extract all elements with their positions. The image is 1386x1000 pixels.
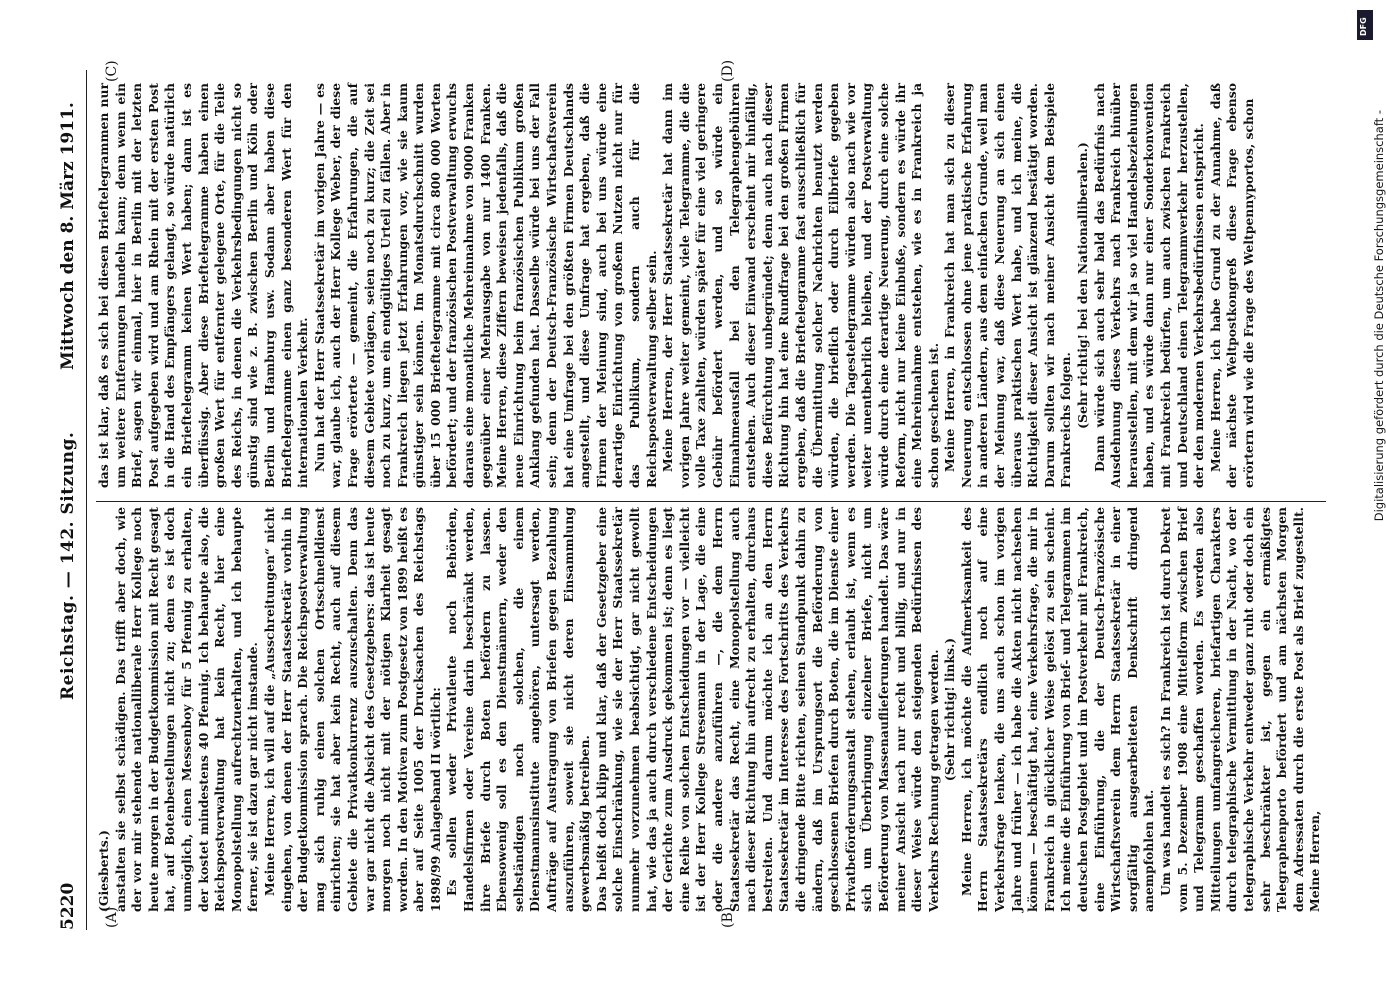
left-text-column bbox=[96, 507, 1336, 912]
margin-marker-d: (D) bbox=[720, 59, 736, 82]
left-column-paragraph: Meine Herren, ich möchte die Aufmerksamkeit des Herrn Staatssekretärs endlich noch auf eine Verkehrsfrage lenken, die uns auch schon im vorigen Jahre und früher — ich habe die Akten nicht nachsehen können — beschäftigt hat, eine Verkehrsfrage, die mir in Frankreich in glücklicher Weise gelöst zu sein scheint. Ich meine die Einführung von Brief- und Telegrammen im deutschen Postgebiet und im Postverkehr mit Frankreich, eine Einführung, die der Deutsch-Französische Wirtschaftsverein dem Herrn Staatssekretär in einer sorgfältig ausgearbeiteten Denkschrift dringend anempfohlen hat. bbox=[958, 507, 1157, 912]
header-rule bbox=[86, 70, 87, 930]
right-column-paragraph: Nun hat der Herr Staatssekretär im vorigen Jahre — es war, glaube ich, auch der Herr Kollege Weber, der diese Frage erörterte — gemeint, die Erfahrungen, die auf diesem Gebiete vorlägen, seien noch zu kurz; die Zeit sei noch zu kurz, um ein endgültiges Urteil zu fällen. Aber in Frankreich liegen jetzt Erfahrungen vor, wie sie kaum günstiger sein können. Im Monatsdurchschnitt wurden über 15 000 Brieftelegramme mit circa 800 000 Worten befördert; und der französischen Postverwaltung erwuchs daraus eine monatliche Mehreinnahme von 9000 Franken gegenüber einer Mehrausgabe von nur 1400 Franken. Meine Herren, diese Ziffern beweisen jedenfalls, daß die neue Einrichtung beim französischen Publikum großen Anklang gefunden hat. Dasselbe würde bei uns der Fall sein; denn der Deutsch-Französische Wirtschaftsverein hat eine Umfrage bei den größten Firmen Deutschlands angestellt, und diese Umfrage hat ergeben, daß die Firmen der Meinung sind, auch bei uns würde eine derartige Einrichtung von großem Nutzen nicht nur für das Publikum, sondern auch für die Reichspostverwaltung selber sein. bbox=[311, 83, 659, 488]
right-column-paragraph: das ist klar, daß es sich bei diesen Brieftelegrammen nur um weitere Entfernungen handeln kann; denn wenn ein Brief, sagen wir einmal, hier in Berlin mit der letzten Post aufgegeben wird und am Rhein mit der ersten Post in die Hand des Empfängers gelangt, so würde natürlich ein Brieftelegramm keinen Wert haben; dann ist es überflüssig. Aber diese Brieftelegramme haben einen großen Wert für entfernter gelegene Orte, für die Teile des Reichs, in denen die Verkehrsbedingungen nicht so günstig sind wie z. B. zwischen Berlin und Köln oder Berlin und Hamburg usw. Sodann aber haben diese Brieftelegramme einen ganz besonderen Wert für den internationalen Verkehr. bbox=[96, 83, 311, 488]
column-divider bbox=[96, 501, 1326, 502]
left-column-paragraph: (Giesberts.) bbox=[96, 830, 111, 912]
left-column-paragraph: Meine Herren, ich will auf die „Ausschreitungen“ nicht eingehen, von denen der Herr Staatssekretär vorhin in der Budgetkommission sprach. Die Reichspostverwaltung mag sich ruhig einen solchen Ortsschnelldienst einrichten; sie hat aber kein Recht, auch auf diesem Gebiete die Privatkonkurrenz auszuschalten. Denn das war gar nicht die Absicht des Gesetzgebers: das ist heute morgen noch nicht mit der nötigen Klarheit gesagt worden. In den Motiven zum Postgesetz von 1899 heißt es aber auf Seite 1005 der Drucksachen des Reichstags 1898/99 Anlageband II wörtlich: bbox=[261, 507, 443, 912]
left-column-paragraph: Es sollen weder Privatleute noch Behörden, Handelsfirmen oder Vereine darin beschränkt werden, ihre Briefe durch Boten befördern zu lassen. Ebensowenig soll es den Dienstmännern, weder den selbständigen noch solchen, die einem Dienstmannsinstitute angehören, untersagt werden, Aufträge auf Austragung von Briefen gegen Bezahlung auszuführen, soweit sie nicht deren Einsammlung gewerbsmäßig betreiben. bbox=[444, 507, 593, 912]
right-column-paragraph: Meine Herren, ich habe Grund zu der Annahme, daß der nächste Weltpostkongreß diese Frage ebenso erörtern wird wie die Frage des Weltpennyportos, schon bbox=[1207, 83, 1256, 488]
margin-marker-a: (A) bbox=[104, 906, 120, 928]
left-column-paragraph: anstalten sie selbst schädigen. Das trifft aber doch, wie der vor mir stehende nationalliberale Herr Kollege noch heute morgen in der Budgetkommission mit Recht gesagt hat, auf Botenbestellungen nicht zu; denn es ist doch unmöglich, einen Messenboy für 5 Pfennig zu erhalten, der kostet mindestens 40 Pfennig. Ich behaupte also, die Reichspostverwaltung hat kein Recht, hier eine Monopolstellung aufrechtzuerhalten, und ich behaupte ferner, sie ist dazu gar nicht imstande. bbox=[112, 507, 261, 912]
session-title: Reichstag. — 142. Sitzung. bbox=[58, 431, 78, 700]
margin-marker-b: (B) bbox=[720, 906, 736, 928]
left-column-paragraph: (Sehr richtig! links.) bbox=[942, 637, 958, 782]
right-column-paragraph: Dann würde sich auch sehr bald das Bedürfnis nach Ausdehnung dieses Verkehrs nach Frankreich hinüber herausstellen, mit dem wir ja so viel Handelsbeziehungen haben, und es würde dann nur einer Sonderkonvention mit Frankreich bedürfen, um auch zwischen Frankreich und Deutschland einen Telegrammverkehr herzustellen, der den modernen Verkehrsbedürfnissen entspricht. bbox=[1091, 83, 1207, 488]
right-column-paragraph: Meine Herren, in Frankreich hat man sich zu dieser Neuerung entschlossen ohne jene praktische Erfahrung in anderen Ländern, aus dem einfachen Grunde, weil man der Meinung war, daß diese Neuerung an sich einen überaus praktischen Wert habe, und ich meine, die Richtigkeit dieser Ansicht ist glänzend bestätigt worden. Darum sollten wir nach meiner Ansicht dem Beispiele Frankreichs folgen. bbox=[942, 83, 1074, 488]
left-column-paragraph: Um was handelt es sich? In Frankreich ist durch Dekret vom 5. Dezember 1908 eine Mittelform zwischen Brief und Telegramm geschaffen worden. Es werden also Mitteilungen umfangreicheren, briefartigen Charakters durch telegraphische Vermittlung in der Nacht, wo der telegraphische Verkehr entweder ganz ruht oder doch ein sehr beschränkter ist, gegen ein ermäßigtes Telegraphenporto befördert und am nächsten Morgen dem Adressaten durch die erste Post als Brief zugestellt. Meine Herren, bbox=[1158, 507, 1323, 912]
left-column-paragraph: Das heißt doch klipp und klar, daß der Gesetzgeber eine solche Einschränkung, wie sie der Herr Staatssekretär nunmehr vorzunehmen beabsichtigt, gar nicht gewollt hat, wie das ja auch durch verschiedene Entscheidungen der Gerichte zum Ausdruck gekommen ist; denn es liegt eine Reihe von solchen Entscheidungen vor — vielleicht ist der Herr Kollege Stresemann in der Lage, die eine oder die andere anzuführen —, die dem Herrn Staatssekretär das Recht, eine Monopolstellung auch nach dieser Richtung hin aufrecht zu erhalten, durchaus bestreiten. Und darum möchte ich an den Herrn Staatssekretär im Interesse des Fortschritts des Verkehrs die dringende Bitte richten, seinen Standpunkt dahin zu ändern, daß im Ursprungsort die Beförderung von geschlossenen Briefen durch Boten, die im Dienste einer Privatbeförderungsanstalt stehen, erlaubt ist, wenn es sich um Überbringung einzelner Briefe, nicht um Beförderung von Massenauflieferungen handelt. Das wäre meiner Ansicht nach nur recht und billig, und nur in dieser Weise würde den steigenden Bedürfnissen des Verkehrs Rechnung getragen werden. bbox=[593, 506, 941, 912]
margin-marker-c: (C) bbox=[104, 60, 120, 82]
right-column-paragraph: Meine Herren, der Herr Staatssekretär hat dann im vorigen Jahre weiter gemeint, viele Telegramme, die die volle Taxe zahlten, würden später für eine viel geringere Gebühr befördert werden, und so würde ein Einnahmeausfall bei den Telegraphengebühren entstehen. Auch dieser Einwand erscheint mir hinfällig, diese Befürchtung unbegründet; denn auch nach dieser Richtung hin hat eine Rundfrage bei den großen Firmen ergeben, daß die Brieftelegramme fast ausschließlich für die Übermittlung solcher Nachrichten benutzt werden würden, die brieflich oder durch Eilbriefe gegeben werden. Die Tagestelegramme würden also nach wie vor weiter unentbehrlich bleiben, und der Postverwaltung würde durch eine derartige Neuerung, durch eine solche Reform, nicht nur keine Einbuße, sondern es würde ihr eine Mehreinnahme entstehen, wie es in Frankreich ja schon geschehen ist. bbox=[660, 83, 941, 488]
page-header bbox=[58, 100, 84, 930]
session-date: Mittwoch den 8. März 1911. bbox=[58, 102, 78, 370]
right-column-paragraph: (Sehr richtig! bei den Nationalliberalen.) bbox=[1075, 142, 1091, 429]
dfg-logo: DFG bbox=[1357, 10, 1373, 40]
page-number: 5220 bbox=[58, 882, 78, 930]
right-text-column bbox=[96, 83, 1336, 488]
